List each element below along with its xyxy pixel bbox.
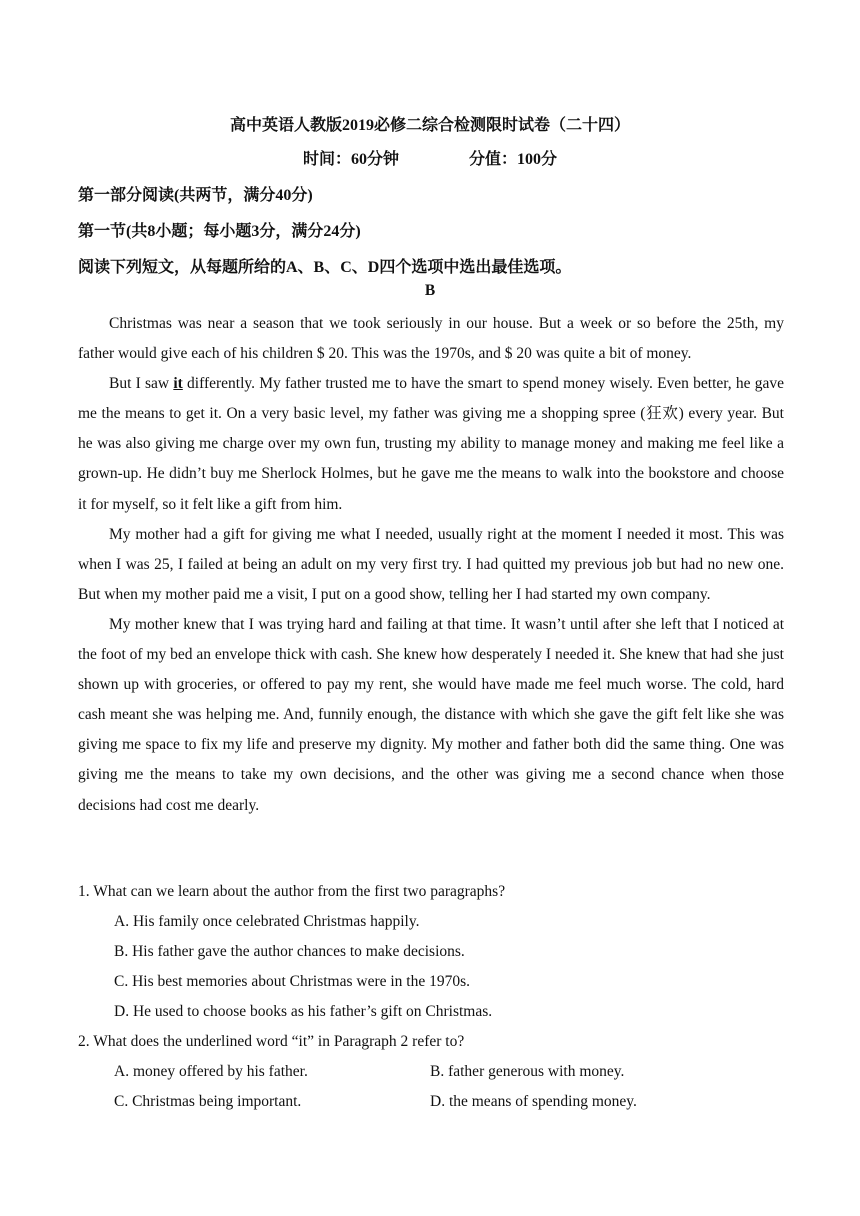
- paragraph-2-rest: differently. My father trusted me to have the smart to spend money wisely. Even better, he gave me the means to get it. On a very basic level, my father was giving me a shopping spree (狂欢) every year. But he was also giving me charge over my own fun, trusting my ability to manage money and making me feel like a grown-up. He didn’t buy me Sherlock Holmes, but he gave me the means to walk into the bookstore and choose it for myself, so it felt like a gift from him.: [78, 375, 784, 513]
- question-2-option-d: D. the means of spending money.: [430, 1093, 637, 1110]
- question-1-stem: 1. What can we learn about the author from the first two paragraphs?: [78, 883, 506, 900]
- question-1-option-a: A. His family once celebrated Christmas happily.: [114, 913, 420, 930]
- passage-label: B: [424, 282, 436, 299]
- total-score: 分值：100分: [469, 151, 558, 168]
- passage: [78, 309, 784, 821]
- question-2-option-b: B. father generous with money.: [430, 1063, 625, 1080]
- exam-title: 高中英语人教版2019必修二综合检测限时试卷（二十四）: [229, 117, 630, 134]
- paragraph-3: My mother had a gift for giving me what I needed, usually right at the moment I needed it most. This was when I was 25, I failed at being an adult on my very first try. I had quitted my previous job but had no new one. But when my mother paid me a visit, I put on a good show, telling her I had started my own company.: [78, 525, 784, 603]
- question-2-option-a: A. money offered by his father.: [114, 1063, 308, 1080]
- instruction-text: 阅读下列短文，从每题所给的A、B、C、D四个选项中选出最佳选项。: [78, 259, 572, 276]
- question-1-option-c: C. His best memories about Christmas were in the 1970s.: [114, 973, 471, 990]
- question-2-stem: 2. What does the underlined word “it” in Paragraph 2 refer to?: [78, 1033, 465, 1050]
- paragraph-4: My mother knew that I was trying hard and failing at that time. It wasn’t until after she left that I noticed at the foot of my bed an envelope thick with cash. She knew how desperately I needed it. She knew that had she just shown up with groceries, or offered to pay my rent, she would have made me feel much worse. The cold, hard cash meant she was helping me. And, funnily enough, the distance with which she gave the gift felt like she was giving me space to fix my life and preserve my dignity. My mother and father both did the same thing. One was giving me the means to take my own decisions, and the other was giving me a second chance when those decisions had cost me dearly.: [78, 615, 784, 814]
- time-limit: 时间：60分钟: [302, 151, 399, 168]
- paragraph-1: Christmas was near a season that we took seriously in our house. But a week or so before the 25th, my father would give each of his children $ 20. This was the 1970s, and $ 20 was quite a bit of money.: [78, 315, 784, 363]
- paragraph-2: [78, 369, 784, 519]
- question-1-option-b: B. His father gave the author chances to make decisions.: [114, 943, 465, 960]
- question-1-option-d: D. He used to choose books as his father’s gift on Christmas.: [114, 1003, 493, 1020]
- exam-meta: [0, 146, 860, 169]
- subsection-heading: 第一节(共8小题；每小题3分，满分24分): [78, 223, 361, 240]
- underlined-word-it: it: [173, 375, 183, 393]
- part-heading: 第一部分阅读(共两节，满分40分): [78, 187, 313, 204]
- question-2-option-c: C. Christmas being important.: [114, 1093, 302, 1110]
- paragraph-2-start: But I saw: [109, 375, 174, 393]
